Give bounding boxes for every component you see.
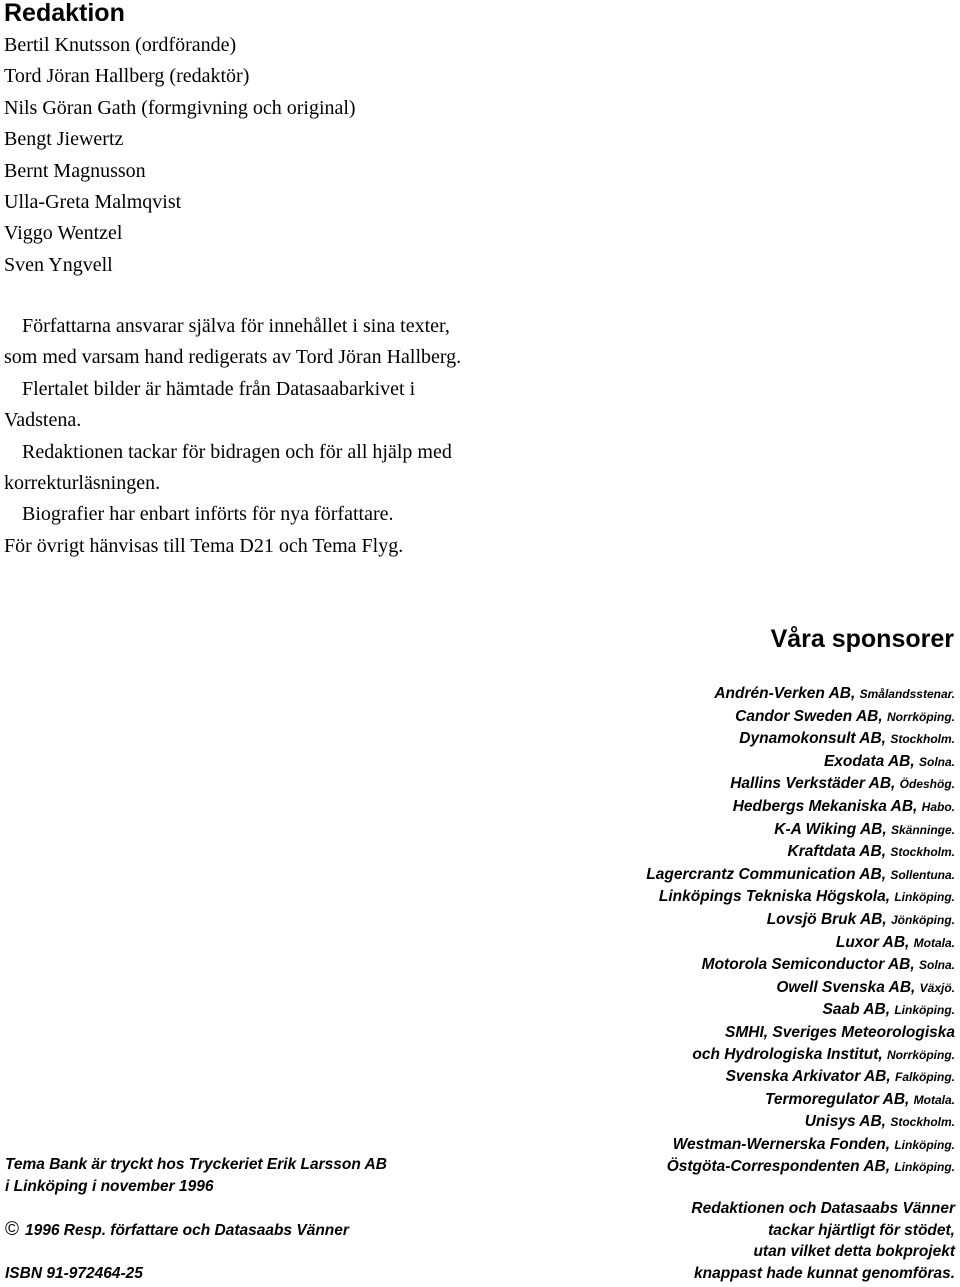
sponsor-item — [646, 954, 955, 977]
sponsor-list — [646, 683, 955, 1179]
sponsor-item — [646, 1044, 955, 1067]
sponsor-name: Candor Sweden AB, — [735, 707, 883, 725]
sponsor-item — [646, 999, 955, 1022]
sponsor-name: Östgöta-Correspondenten AB, — [666, 1158, 891, 1176]
sponsor-item — [646, 841, 955, 864]
sponsor-name: K-A Wiking AB, — [774, 820, 887, 838]
sponsor-item — [646, 1022, 955, 1044]
member-item: Sven Yngvell — [4, 253, 113, 276]
sponsor-city: Stockholm. — [890, 845, 955, 860]
print-info — [5, 1154, 387, 1197]
note-paragraph: För övrigt hänvisas till Tema D21 och Tema Flyg. — [4, 534, 404, 557]
sponsor-item — [646, 683, 955, 706]
sponsor-city: Växjö. — [919, 980, 955, 995]
sponsor-name: Svenska Arkivator AB, — [725, 1068, 891, 1086]
sponsor-name: Dynamokonsult AB, — [739, 730, 886, 748]
sponsor-name: Saab AB, — [822, 1001, 891, 1019]
editorial-notes — [4, 311, 464, 562]
member-item: Tord Jöran Hallberg (redaktör) — [4, 65, 250, 88]
note-paragraph: Biografier har enbart införts för nya författare. — [22, 503, 394, 526]
thanks-line: utan vilket detta bokprojekt — [753, 1243, 955, 1261]
thanks-note — [691, 1198, 955, 1284]
sponsor-item — [646, 1156, 955, 1179]
sponsor-name: Kraftdata AB, — [787, 843, 886, 861]
sponsor-name: Westman-Wernerska Fonden, — [672, 1135, 891, 1153]
sponsor-city: Stockholm. — [890, 1115, 955, 1130]
sponsor-city: Linköping. — [894, 1137, 955, 1152]
thanks-line: Redaktionen och Datasaabs Vänner — [691, 1200, 955, 1217]
sponsor-item — [646, 751, 955, 774]
isbn: ISBN 91-972464-25 — [5, 1265, 143, 1282]
sponsor-item — [646, 1066, 955, 1089]
member-item: Nils Göran Gath (formgivning och original) — [4, 96, 356, 119]
editorial-member-list — [4, 30, 356, 281]
sponsor-city: Falköping. — [895, 1070, 955, 1085]
sponsor-name: Exodata AB, — [823, 752, 915, 770]
sponsor-city: Jönköping. — [891, 912, 955, 927]
thanks-line: knappast hade kunnat genomföras. — [694, 1264, 955, 1282]
sponsor-item — [646, 773, 955, 796]
sponsor-name: Lagercrantz Communication AB, — [646, 865, 887, 883]
sponsor-item — [646, 728, 955, 751]
sponsor-city: Habo. — [921, 799, 955, 814]
sponsor-city: Linköping. — [894, 1160, 955, 1175]
sponsor-name: Lovsjö Bruk AB, — [766, 910, 887, 928]
sponsor-item — [646, 1089, 955, 1112]
sponsor-city: Solna. — [918, 754, 955, 769]
member-item: Viggo Wentzel — [4, 222, 123, 245]
sponsor-name: Hedbergs Mekaniska AB, — [732, 797, 918, 815]
member-item: Bertil Knutsson (ordförande) — [4, 34, 237, 56]
sponsor-name: Unisys AB, — [804, 1113, 886, 1131]
sponsor-city: Smålandsstenar. — [859, 687, 955, 701]
redaktion-heading: Redaktion — [4, 0, 125, 27]
sponsor-item — [646, 819, 955, 842]
sponsor-city: Sollentuna. — [890, 867, 955, 882]
sponsor-name: och Hydrologiska Institut, — [692, 1045, 883, 1063]
sponsor-item — [646, 909, 955, 932]
thanks-line: tackar hjärtligt för stödet, — [768, 1221, 955, 1239]
note-paragraph: Författarna ansvarar själva för innehållet i sina texter, som med varsam hand redigerats av Tord Jöran Hallberg. — [4, 315, 462, 369]
sponsor-name: Linköpings Tekniska Högskola, — [658, 888, 891, 906]
sponsor-city: Motala. — [913, 1092, 955, 1107]
sponsor-city: Norrköping. — [887, 1047, 955, 1062]
sponsor-item — [646, 796, 955, 819]
sponsor-city: Linköping. — [894, 890, 955, 905]
sponsor-name: Luxor AB, — [835, 933, 910, 951]
print-info-line: i Linköping i november 1996 — [5, 1177, 214, 1195]
sponsor-item — [646, 864, 955, 887]
sponsor-name: SMHI, Sveriges Meteorologiska — [725, 1023, 955, 1041]
sponsor-item — [646, 1134, 955, 1157]
sponsor-item — [646, 706, 955, 729]
note-paragraph: Flertalet bilder är hämtade från Datasaabarkivet i Vadstena. — [4, 377, 416, 432]
sponsors-heading: Våra sponsorer — [770, 625, 954, 653]
copyright-icon: © — [5, 1219, 19, 1240]
sponsor-city: Norrköping. — [887, 709, 955, 724]
sponsor-item — [646, 886, 955, 909]
sponsor-city: Skänninge. — [890, 822, 955, 837]
sponsor-name: Motorola Semiconductor AB, — [701, 956, 915, 974]
sponsor-city: Linköping. — [894, 1003, 955, 1018]
sponsor-name: Andrén-Verken AB, — [714, 685, 856, 702]
sponsor-name: Termoregulator AB, — [764, 1090, 910, 1108]
copyright-text: 1996 Resp. författare och Datasaabs Vänner — [25, 1222, 349, 1239]
sponsor-city: Ödeshög. — [899, 777, 955, 792]
member-item: Bernt Magnusson — [4, 159, 146, 182]
sponsor-city: Solna. — [918, 958, 955, 973]
member-item: Ulla-Greta Malmqvist — [4, 191, 182, 214]
sponsor-name: Hallins Verkstäder AB, — [730, 775, 896, 793]
sponsor-city: Stockholm. — [890, 732, 955, 747]
member-item: Bengt Jiewertz — [4, 128, 124, 151]
print-info-line: Tema Bank är tryckt hos Tryckeriet Erik Larsson AB — [5, 1156, 387, 1173]
copyright-line — [5, 1219, 349, 1242]
note-paragraph: Redaktionen tackar för bidragen och för all hjälp med korrekturläsningen. — [4, 440, 452, 495]
sponsor-item — [646, 1111, 955, 1134]
sponsor-city: Motala. — [913, 935, 955, 950]
sponsor-item — [646, 932, 955, 955]
sponsor-name: Owell Svenska AB, — [776, 978, 916, 996]
sponsor-item — [646, 977, 955, 1000]
